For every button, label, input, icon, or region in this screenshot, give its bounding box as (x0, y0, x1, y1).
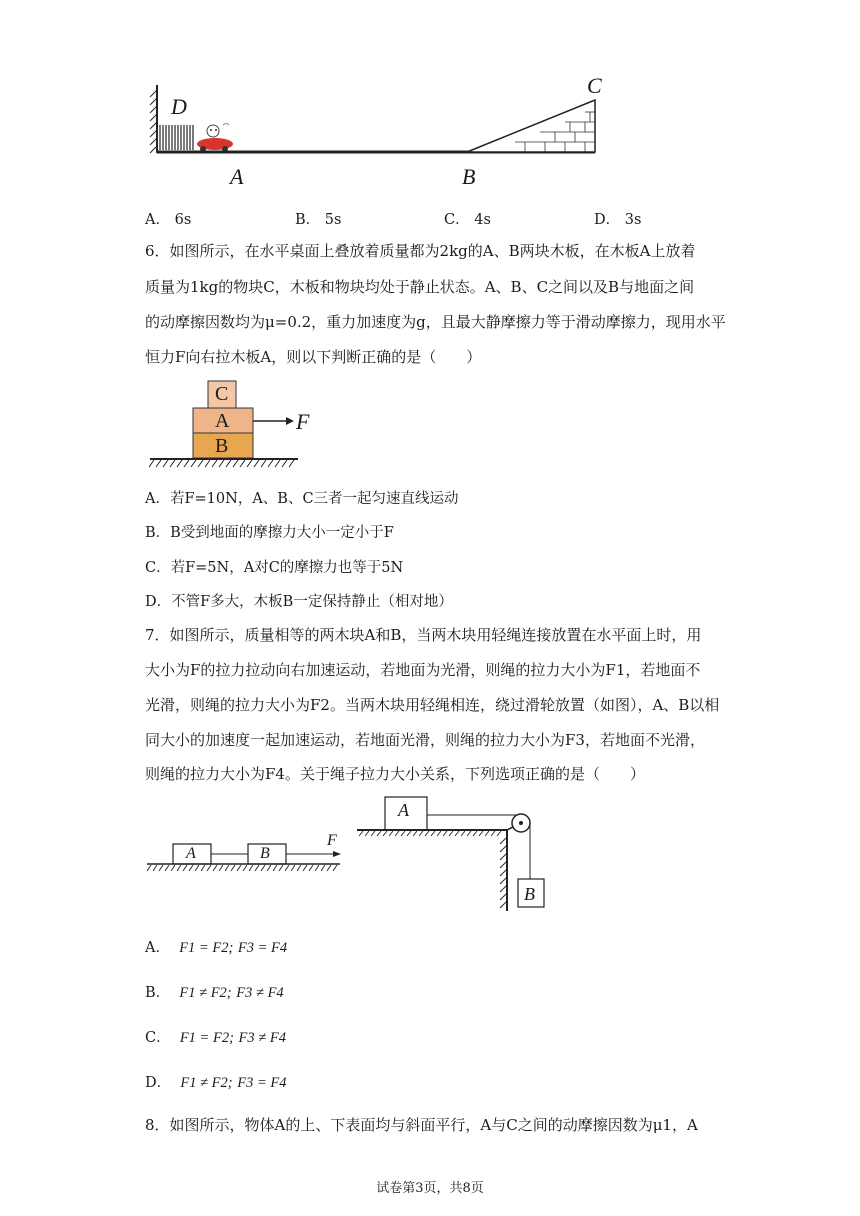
q7-option-c[interactable]: C． F1 = F2; F3 ≠ F4 (145, 1030, 286, 1046)
q6-line-1: 6．如图所示，在水平桌面上叠放着质量都为2kg的A、B两块木板，在木板A上放着 (145, 242, 696, 260)
q5-option-b[interactable]: B． 5s (295, 212, 342, 228)
q5-option-c[interactable]: C． 4s (444, 212, 491, 228)
q7-line-4: 同大小的加速度一起加速运动，若地面光滑，则绳的拉力大小为F3，若地面不光滑， (145, 731, 705, 749)
q5-option-a[interactable]: A． 6s (145, 212, 192, 228)
q6-line-4: 恒力F向右拉木板A，则以下判断正确的是（ ） (145, 348, 482, 366)
q7-line-5: 则绳的拉力大小为F4。关于绳子拉力大小关系，下列选项正确的是（ ） (145, 765, 645, 783)
label-D: D (171, 94, 187, 119)
q8-line-1: 8．如图所示，物体A的上、下表面均与斜面平行，A与C之间的动摩擦因数为μ1，A (145, 1116, 698, 1134)
block-C-label: C (215, 383, 229, 405)
q7-option-d[interactable]: D． F1 ≠ F2; F3 = F4 (145, 1075, 287, 1091)
q6-option-a[interactable]: A．若F=10N，A、B、C三者一起匀速直线运动 (145, 491, 459, 507)
q7-option-b[interactable]: B． F1 ≠ F2; F3 ≠ F4 (145, 985, 284, 1001)
figure-q7-left (145, 828, 345, 876)
page-footer: 试卷第3页，共8页 (376, 1181, 484, 1196)
q7-force-F-label: F (327, 832, 337, 849)
q6-option-c[interactable]: C．若F=5N，A对C的摩擦力也等于5N (145, 560, 404, 576)
q6-option-d[interactable]: D．不管F多大，木板B一定保持静止（相对地） (145, 594, 453, 610)
q7-left-block-B-label: B (260, 845, 270, 862)
label-C: C (587, 73, 602, 98)
block-A-label: A (215, 410, 230, 432)
q6-line-3: 的动摩擦因数均为μ=0.2，重力加速度为g，且最大静摩擦力等于滑动摩擦力，现用水平 (145, 313, 726, 331)
block-B-label: B (215, 435, 229, 457)
q7-line-2: 大小为F的拉力拉动向右加速运动，若地面为光滑，则绳的拉力大小为F1，若地面不 (145, 661, 701, 679)
q5-option-d[interactable]: D． 3s (594, 212, 642, 228)
q7-option-a[interactable]: A． F1 = F2; F3 = F4 (145, 940, 288, 956)
q7-right-block-B-label: B (524, 884, 535, 904)
toy-car-icon (197, 124, 233, 153)
figure-q5 (145, 70, 615, 200)
q6-line-2: 质量为1kg的物块C，木板和物块均处于静止状态。A、B、C之间以及B与地面之间 (145, 278, 695, 296)
q7-left-block-A-label: A (186, 845, 196, 862)
q7-right-block-A-label: A (398, 800, 409, 820)
q7-line-3: 光滑，则绳的拉力大小为F2。当两木块用轻绳相连，绕过滑轮放置（如图），A、B以相 (145, 696, 720, 714)
force-F-label: F (296, 409, 310, 434)
label-B: B (462, 164, 476, 189)
q7-line-1: 7．如图所示，质量相等的两木块A和B，当两木块用轻绳连接放置在水平面上时，用 (145, 626, 702, 644)
q6-option-b[interactable]: B．B受到地面的摩擦力大小一定小于F (145, 525, 394, 541)
label-A: A (230, 164, 244, 189)
